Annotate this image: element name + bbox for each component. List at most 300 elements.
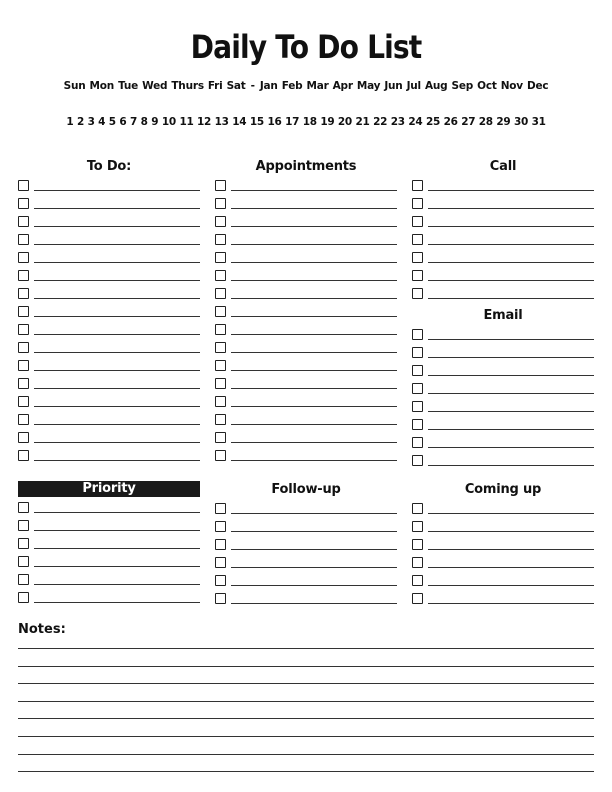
- todo-checkbox[interactable]: [18, 342, 29, 353]
- call-time-line[interactable]: [562, 244, 594, 245]
- appointment-checkbox[interactable]: [215, 180, 226, 191]
- notes-line[interactable]: [18, 736, 594, 737]
- email-checkbox[interactable]: [412, 329, 423, 340]
- todo-checkbox[interactable]: [18, 216, 29, 227]
- todo-row: [18, 213, 200, 231]
- appointment-checkbox[interactable]: [215, 432, 226, 443]
- todo-time-line[interactable]: [168, 406, 200, 407]
- todo-checkbox[interactable]: [18, 234, 29, 245]
- appointment-checkbox[interactable]: [215, 306, 226, 317]
- priority-entry-line[interactable]: [34, 548, 200, 549]
- appointment-time-line[interactable]: [365, 460, 397, 461]
- date-option[interactable]: 6: [119, 116, 127, 128]
- followup-row: [215, 536, 397, 554]
- weekday-month-strip: [0, 80, 612, 92]
- call-row: [412, 249, 594, 267]
- appointment-time-line[interactable]: [365, 226, 397, 227]
- call-checkbox[interactable]: [412, 234, 423, 245]
- appointment-entry-line[interactable]: [231, 262, 365, 263]
- notes-line[interactable]: [18, 718, 594, 719]
- todo-time-line[interactable]: [168, 316, 200, 317]
- date-option[interactable]: 11: [179, 116, 194, 128]
- date-option[interactable]: 23: [390, 116, 405, 128]
- appointment-entry-line[interactable]: [231, 298, 365, 299]
- priority-checkbox[interactable]: [18, 556, 29, 567]
- followup-row: [215, 554, 397, 572]
- todo-entry-line[interactable]: [34, 280, 168, 281]
- call-heading: Call: [489, 159, 517, 174]
- weekday-option[interactable]: Mon: [89, 80, 115, 92]
- todo-heading: To Do:: [86, 159, 132, 174]
- appointment-row: [215, 375, 397, 393]
- email-checkbox[interactable]: [412, 437, 423, 448]
- call-checkbox[interactable]: [412, 252, 423, 263]
- notes-line[interactable]: [18, 771, 594, 772]
- appointment-row: [215, 339, 397, 357]
- appointment-checkbox[interactable]: [215, 324, 226, 335]
- appointment-checkbox[interactable]: [215, 414, 226, 425]
- date-option[interactable]: 10: [161, 116, 176, 128]
- date-option[interactable]: 2: [76, 116, 84, 128]
- call-entry-line[interactable]: [428, 226, 562, 227]
- email-entry-line[interactable]: [428, 465, 562, 466]
- month-option[interactable]: Jan: [259, 80, 278, 92]
- call-row: [412, 177, 594, 195]
- appointment-time-line[interactable]: [365, 316, 397, 317]
- todo-row: [18, 231, 200, 249]
- email-checkbox[interactable]: [412, 455, 423, 466]
- appointment-time-line[interactable]: [365, 406, 397, 407]
- appointment-time-line[interactable]: [365, 262, 397, 263]
- email-entry-line[interactable]: [428, 339, 562, 340]
- comingup-checkbox[interactable]: [412, 539, 423, 550]
- todo-entry-line[interactable]: [34, 298, 168, 299]
- call-row: [412, 285, 594, 303]
- todo-entry-line[interactable]: [34, 316, 168, 317]
- appointment-row: [215, 249, 397, 267]
- date-option[interactable]: 19: [320, 116, 335, 128]
- todo-checkbox[interactable]: [18, 360, 29, 371]
- email-row: [412, 326, 594, 344]
- appointment-time-line[interactable]: [365, 388, 397, 389]
- date-strip: [0, 116, 612, 128]
- priority-row: [18, 535, 200, 553]
- appointment-checkbox[interactable]: [215, 360, 226, 371]
- todo-row: [18, 393, 200, 411]
- priority-checkbox[interactable]: [18, 574, 29, 585]
- weekday-option[interactable]: Sat: [226, 80, 246, 92]
- appointment-row: [215, 213, 397, 231]
- email-checkbox[interactable]: [412, 401, 423, 412]
- separator: -: [250, 80, 255, 92]
- priority-entry-line[interactable]: [34, 512, 200, 513]
- todo-time-line[interactable]: [168, 298, 200, 299]
- todo-checkbox[interactable]: [18, 414, 29, 425]
- comingup-entry-line[interactable]: [428, 549, 594, 550]
- email-entry-line[interactable]: [428, 429, 562, 430]
- date-option[interactable]: 18: [302, 116, 317, 128]
- month-option[interactable]: Mar: [306, 80, 329, 92]
- notes-line[interactable]: [18, 754, 594, 755]
- date-option[interactable]: 20: [337, 116, 352, 128]
- appointment-entry-line[interactable]: [231, 442, 365, 443]
- todo-time-line[interactable]: [168, 226, 200, 227]
- followup-entry-line[interactable]: [231, 585, 397, 586]
- appointment-entry-line[interactable]: [231, 226, 365, 227]
- weekday-option[interactable]: Wed: [142, 80, 168, 92]
- priority-row: [18, 589, 200, 607]
- followup-section: [215, 480, 397, 608]
- month-option[interactable]: Jul: [406, 80, 421, 92]
- email-entry-line[interactable]: [428, 393, 562, 394]
- appointment-entry-line[interactable]: [231, 244, 365, 245]
- followup-entry-line[interactable]: [231, 549, 397, 550]
- appointment-row: [215, 267, 397, 285]
- todo-entry-line[interactable]: [34, 190, 168, 191]
- email-entry-line[interactable]: [428, 447, 562, 448]
- month-option[interactable]: Jun: [384, 80, 403, 92]
- appointment-row: [215, 303, 397, 321]
- todo-entry-line[interactable]: [34, 370, 168, 371]
- todo-row: [18, 411, 200, 429]
- followup-row: [215, 500, 397, 518]
- email-time-line[interactable]: [562, 429, 594, 430]
- todo-time-line[interactable]: [168, 388, 200, 389]
- appointment-time-line[interactable]: [365, 352, 397, 353]
- appointment-time-line[interactable]: [365, 442, 397, 443]
- appointment-row: [215, 411, 397, 429]
- page-title: Daily To Do List: [190, 28, 422, 66]
- appointment-checkbox[interactable]: [215, 198, 226, 209]
- call-row: [412, 213, 594, 231]
- month-option[interactable]: Apr: [332, 80, 353, 92]
- date-option[interactable]: 25: [425, 116, 440, 128]
- date-option[interactable]: 7: [130, 116, 138, 128]
- email-time-line[interactable]: [562, 339, 594, 340]
- todo-time-line[interactable]: [168, 190, 200, 191]
- followup-heading: Follow-up: [271, 482, 341, 497]
- appointment-time-line[interactable]: [365, 280, 397, 281]
- call-time-line[interactable]: [562, 190, 594, 191]
- date-option[interactable]: 24: [408, 116, 423, 128]
- appointment-entry-line[interactable]: [231, 334, 365, 335]
- todo-entry-line[interactable]: [34, 352, 168, 353]
- todo-checkbox[interactable]: [18, 324, 29, 335]
- appointment-time-line[interactable]: [365, 208, 397, 209]
- comingup-entry-line[interactable]: [428, 531, 594, 532]
- priority-section: [18, 481, 200, 607]
- appointment-entry-line[interactable]: [231, 280, 365, 281]
- weekday-option[interactable]: Fri: [207, 80, 223, 92]
- email-time-line[interactable]: [562, 393, 594, 394]
- call-checkbox[interactable]: [412, 180, 423, 191]
- todo-time-line[interactable]: [168, 370, 200, 371]
- weekday-option[interactable]: Thurs: [171, 80, 204, 92]
- date-option[interactable]: 8: [140, 116, 148, 128]
- comingup-entry-line[interactable]: [428, 585, 594, 586]
- todo-row: [18, 195, 200, 213]
- followup-row: [215, 572, 397, 590]
- email-checkbox[interactable]: [412, 383, 423, 394]
- appointments-section: [215, 157, 397, 465]
- todo-entry-line[interactable]: [34, 334, 168, 335]
- appointment-row: [215, 321, 397, 339]
- date-option[interactable]: 29: [496, 116, 511, 128]
- priority-checkbox[interactable]: [18, 592, 29, 603]
- email-row: [412, 380, 594, 398]
- priority-entry-line[interactable]: [34, 584, 200, 585]
- date-option[interactable]: 1: [66, 116, 74, 128]
- appointment-time-line[interactable]: [365, 424, 397, 425]
- month-option[interactable]: May: [356, 80, 381, 92]
- call-checkbox[interactable]: [412, 270, 423, 281]
- comingup-row: [412, 590, 594, 608]
- date-option[interactable]: 5: [108, 116, 116, 128]
- call-entry-line[interactable]: [428, 244, 562, 245]
- call-checkbox[interactable]: [412, 288, 423, 299]
- date-option[interactable]: 3: [87, 116, 95, 128]
- call-entry-line[interactable]: [428, 190, 562, 191]
- followup-checkbox[interactable]: [215, 575, 226, 586]
- todo-entry-line[interactable]: [34, 262, 168, 263]
- followup-checkbox[interactable]: [215, 557, 226, 568]
- appointment-row: [215, 195, 397, 213]
- todo-row: [18, 177, 200, 195]
- todo-time-line[interactable]: [168, 352, 200, 353]
- date-option[interactable]: 21: [355, 116, 370, 128]
- appointment-time-line[interactable]: [365, 244, 397, 245]
- date-option[interactable]: 27: [461, 116, 476, 128]
- comingup-checkbox[interactable]: [412, 557, 423, 568]
- date-option[interactable]: 16: [267, 116, 282, 128]
- notes-line[interactable]: [18, 683, 594, 684]
- date-option[interactable]: 9: [151, 116, 159, 128]
- followup-checkbox[interactable]: [215, 521, 226, 532]
- priority-row: [18, 553, 200, 571]
- todo-time-line[interactable]: [168, 280, 200, 281]
- appointment-checkbox[interactable]: [215, 378, 226, 389]
- followup-entry-line[interactable]: [231, 603, 397, 604]
- todo-time-line[interactable]: [168, 262, 200, 263]
- month-option[interactable]: Aug: [424, 80, 448, 92]
- appointment-entry-line[interactable]: [231, 352, 365, 353]
- appointment-entry-line[interactable]: [231, 460, 365, 461]
- call-entry-line[interactable]: [428, 280, 562, 281]
- call-time-line[interactable]: [562, 280, 594, 281]
- todo-row: [18, 267, 200, 285]
- call-time-line[interactable]: [562, 262, 594, 263]
- todo-time-line[interactable]: [168, 424, 200, 425]
- comingup-row: [412, 536, 594, 554]
- appointment-checkbox[interactable]: [215, 288, 226, 299]
- comingup-row: [412, 518, 594, 536]
- comingup-section: [412, 480, 594, 608]
- todo-entry-line[interactable]: [34, 442, 168, 443]
- email-time-line[interactable]: [562, 447, 594, 448]
- todo-entry-line[interactable]: [34, 424, 168, 425]
- email-heading: Email: [483, 308, 523, 323]
- todo-checkbox[interactable]: [18, 306, 29, 317]
- date-option[interactable]: 30: [514, 116, 529, 128]
- priority-checkbox[interactable]: [18, 502, 29, 513]
- comingup-row: [412, 554, 594, 572]
- todo-time-line[interactable]: [168, 460, 200, 461]
- todo-checkbox[interactable]: [18, 396, 29, 407]
- todo-row: [18, 249, 200, 267]
- appointment-entry-line[interactable]: [231, 190, 365, 191]
- todo-entry-line[interactable]: [34, 226, 168, 227]
- todo-checkbox[interactable]: [18, 450, 29, 461]
- todo-entry-line[interactable]: [34, 208, 168, 209]
- todo-time-line[interactable]: [168, 334, 200, 335]
- priority-row: [18, 517, 200, 535]
- todo-row: [18, 303, 200, 321]
- date-option[interactable]: 31: [531, 116, 546, 128]
- email-time-line[interactable]: [562, 465, 594, 466]
- comingup-checkbox[interactable]: [412, 503, 423, 514]
- comingup-row: [412, 572, 594, 590]
- month-option[interactable]: Oct: [477, 80, 497, 92]
- month-option[interactable]: Dec: [526, 80, 549, 92]
- todo-checkbox[interactable]: [18, 432, 29, 443]
- email-row: [412, 452, 594, 470]
- todo-entry-line[interactable]: [34, 388, 168, 389]
- month-option[interactable]: Feb: [281, 80, 303, 92]
- notes-line[interactable]: [18, 701, 594, 702]
- todo-checkbox[interactable]: [18, 288, 29, 299]
- appointment-checkbox[interactable]: [215, 270, 226, 281]
- call-row: [412, 195, 594, 213]
- month-option[interactable]: Nov: [500, 80, 523, 92]
- call-row: [412, 267, 594, 285]
- email-time-line[interactable]: [562, 411, 594, 412]
- email-entry-line[interactable]: [428, 357, 562, 358]
- call-entry-line[interactable]: [428, 262, 562, 263]
- appointment-time-line[interactable]: [365, 190, 397, 191]
- comingup-checkbox[interactable]: [412, 593, 423, 604]
- date-option[interactable]: 12: [197, 116, 212, 128]
- appointment-time-line[interactable]: [365, 298, 397, 299]
- todo-time-line[interactable]: [168, 208, 200, 209]
- email-section: [412, 306, 594, 470]
- followup-row: [215, 518, 397, 536]
- comingup-checkbox[interactable]: [412, 575, 423, 586]
- date-option[interactable]: 28: [478, 116, 493, 128]
- comingup-checkbox[interactable]: [412, 521, 423, 532]
- call-time-line[interactable]: [562, 226, 594, 227]
- appointment-row: [215, 429, 397, 447]
- date-option[interactable]: 15: [249, 116, 264, 128]
- notes-heading: Notes:: [18, 622, 66, 637]
- priority-entry-line[interactable]: [34, 602, 200, 603]
- call-checkbox[interactable]: [412, 198, 423, 209]
- appointment-checkbox[interactable]: [215, 342, 226, 353]
- todo-checkbox[interactable]: [18, 180, 29, 191]
- email-time-line[interactable]: [562, 357, 594, 358]
- todo-entry-line[interactable]: [34, 244, 168, 245]
- appointment-checkbox[interactable]: [215, 396, 226, 407]
- priority-checkbox[interactable]: [18, 520, 29, 531]
- appointment-entry-line[interactable]: [231, 316, 365, 317]
- email-row: [412, 344, 594, 362]
- followup-row: [215, 590, 397, 608]
- email-checkbox[interactable]: [412, 347, 423, 358]
- notes-line[interactable]: [18, 666, 594, 667]
- todo-entry-line[interactable]: [34, 460, 168, 461]
- email-entry-line[interactable]: [428, 375, 562, 376]
- email-entry-line[interactable]: [428, 411, 562, 412]
- call-entry-line[interactable]: [428, 298, 562, 299]
- comingup-entry-line[interactable]: [428, 603, 594, 604]
- todo-row: [18, 429, 200, 447]
- appointment-entry-line[interactable]: [231, 388, 365, 389]
- todo-time-line[interactable]: [168, 244, 200, 245]
- followup-checkbox[interactable]: [215, 539, 226, 550]
- weekday-option[interactable]: Tue: [118, 80, 139, 92]
- call-time-line[interactable]: [562, 298, 594, 299]
- todo-entry-line[interactable]: [34, 406, 168, 407]
- followup-entry-line[interactable]: [231, 513, 397, 514]
- appointment-entry-line[interactable]: [231, 424, 365, 425]
- appointment-entry-line[interactable]: [231, 406, 365, 407]
- appointment-checkbox[interactable]: [215, 234, 226, 245]
- appointment-time-line[interactable]: [365, 334, 397, 335]
- appointment-entry-line[interactable]: [231, 208, 365, 209]
- todo-time-line[interactable]: [168, 442, 200, 443]
- followup-checkbox[interactable]: [215, 593, 226, 604]
- email-time-line[interactable]: [562, 375, 594, 376]
- appointment-row: [215, 447, 397, 465]
- appointment-checkbox[interactable]: [215, 450, 226, 461]
- email-row: [412, 398, 594, 416]
- date-option[interactable]: 13: [214, 116, 229, 128]
- date-option[interactable]: 26: [443, 116, 458, 128]
- comingup-entry-line[interactable]: [428, 567, 594, 568]
- appointment-checkbox[interactable]: [215, 252, 226, 263]
- todo-checkbox[interactable]: [18, 198, 29, 209]
- call-time-line[interactable]: [562, 208, 594, 209]
- email-checkbox[interactable]: [412, 365, 423, 376]
- todo-checkbox[interactable]: [18, 252, 29, 263]
- email-checkbox[interactable]: [412, 419, 423, 430]
- appointment-entry-line[interactable]: [231, 370, 365, 371]
- followup-entry-line[interactable]: [231, 531, 397, 532]
- followup-entry-line[interactable]: [231, 567, 397, 568]
- appointment-checkbox[interactable]: [215, 216, 226, 227]
- month-option[interactable]: Sep: [451, 80, 474, 92]
- priority-checkbox[interactable]: [18, 538, 29, 549]
- todo-checkbox[interactable]: [18, 270, 29, 281]
- todo-checkbox[interactable]: [18, 378, 29, 389]
- email-row: [412, 434, 594, 452]
- priority-entry-line[interactable]: [34, 566, 200, 567]
- notes-line[interactable]: [18, 648, 594, 649]
- appointment-row: [215, 285, 397, 303]
- weekday-option[interactable]: Sun: [63, 80, 86, 92]
- date-option[interactable]: 22: [373, 116, 388, 128]
- date-option[interactable]: 14: [232, 116, 247, 128]
- followup-checkbox[interactable]: [215, 503, 226, 514]
- priority-heading: Priority: [18, 481, 200, 497]
- todo-row: [18, 357, 200, 375]
- date-option[interactable]: 4: [98, 116, 106, 128]
- date-option[interactable]: 17: [285, 116, 300, 128]
- appointment-time-line[interactable]: [365, 370, 397, 371]
- call-entry-line[interactable]: [428, 208, 562, 209]
- comingup-entry-line[interactable]: [428, 513, 594, 514]
- call-checkbox[interactable]: [412, 216, 423, 227]
- priority-entry-line[interactable]: [34, 530, 200, 531]
